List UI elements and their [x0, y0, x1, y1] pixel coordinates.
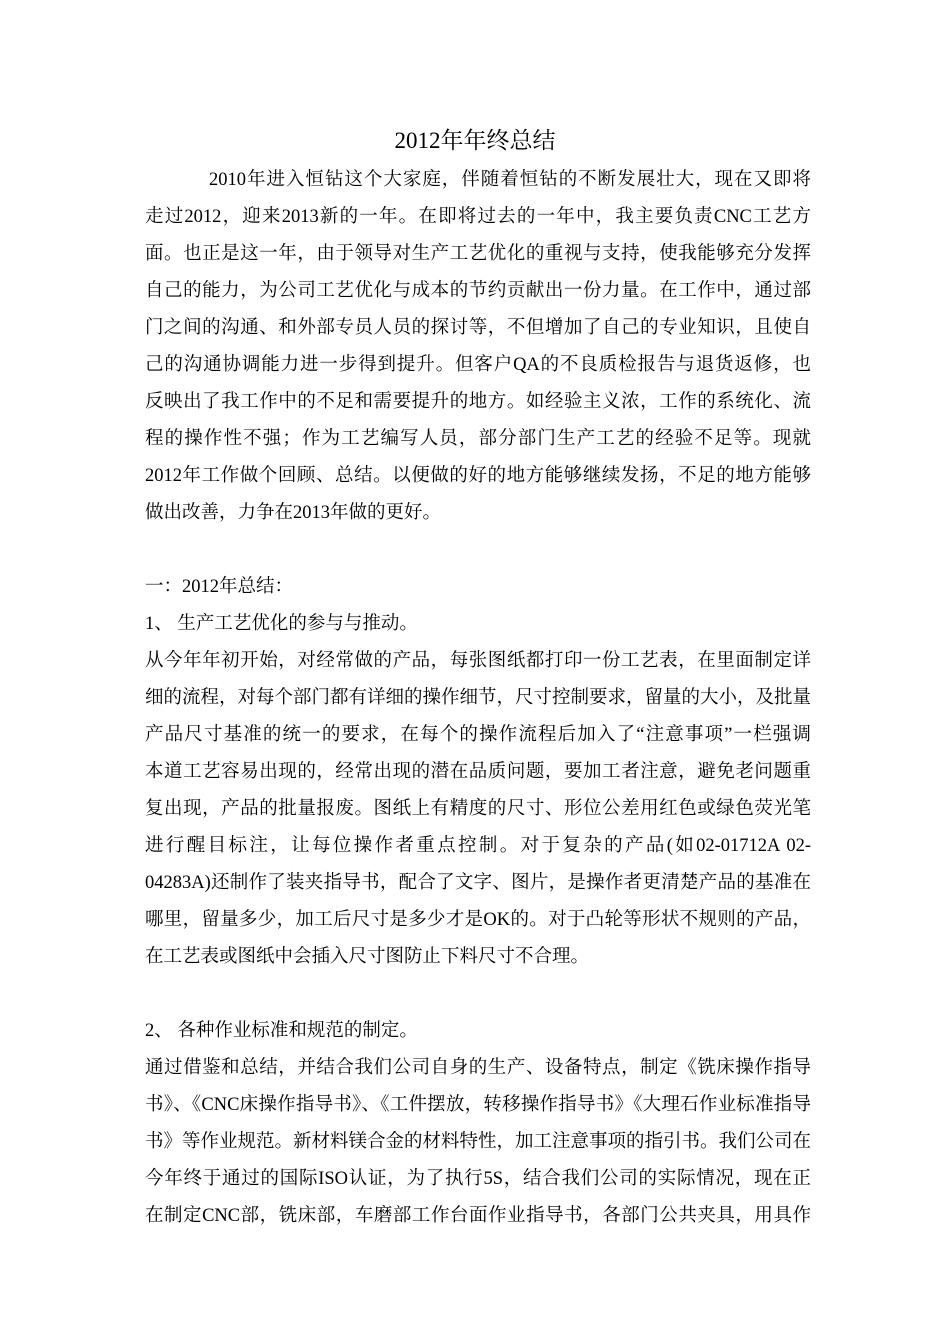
- paragraph-line: 进行醒目标注，让每位操作者重点控制。对于复杂的产品(如02-01712A 02-: [145, 836, 811, 856]
- paragraph-line: 反映出了我工作中的不足和需要提升的地方。如经验主义浓，工作的系统化、流: [145, 392, 811, 412]
- paragraph-line: 哪里，留量多少，加工后尺寸是多少才是OK的。对于凸轮等形状不规则的产品，: [145, 910, 811, 930]
- section-heading: 一：2012年总结：: [145, 577, 294, 597]
- paragraph-line: 在制定CNC部，铣床部，车磨部工作台面作业指导书，各部门公共夹具，用具作: [145, 1206, 811, 1226]
- paragraph-line: 自己的能力，为公司工艺优化与成本的节约贡献出一份力量。在工作中，通过部: [145, 281, 811, 301]
- paragraph-line: 产品尺寸基准的统一的要求，在每个的操作流程后加入了“注意事项”一栏强调: [145, 725, 811, 745]
- document-body: [145, 162, 811, 1235]
- paragraph-line: 2010年进入恒钻这个大家庭，伴随着恒钻的不断发展壮大，现在又即将: [209, 170, 811, 190]
- paragraph-line: 在工艺表或图纸中会插入尺寸图防止下料尺寸不合理。: [145, 947, 590, 967]
- paragraph-line: 细的流程，对每个部门都有详细的操作细节，尺寸控制要求，留量的大小，及批量: [145, 688, 812, 708]
- paragraph-line: 2012年工作做个回顾、总结。以便做的好的地方能够继续发扬，不足的地方能够: [145, 466, 811, 486]
- document-title: 2012年年终总结: [394, 128, 556, 153]
- item-heading: 1、 生产工艺优化的参与与推动。: [145, 614, 418, 634]
- paragraph-line: 走过2012，迎来2013新的一年。在即将过去的一年中，我主要负责CNC工艺方: [145, 207, 811, 227]
- paragraph-line: 复出现，产品的批量报废。图纸上有精度的尺寸、形位公差用红色或绿色荧光笔: [145, 799, 811, 819]
- blank-line: [145, 532, 811, 569]
- item1-paragraph: [145, 643, 811, 976]
- paragraph-line: 书》、《CNC床操作指导书》、《工件摆放，转移操作指导书》《大理石作业标准指导: [145, 1095, 811, 1115]
- blank-line: [145, 976, 811, 1013]
- paragraph-line: 今年终于通过的国际ISO认证，为了执行5S，结合我们公司的实际情况，现在正: [145, 1169, 811, 1189]
- paragraph-line: 门之间的沟通、和外部专员人员的探讨等，不但增加了自己的专业知识，且使自: [145, 318, 811, 338]
- paragraph-line: 通过借鉴和总结，并结合我们公司自身的生产、设备特点，制定《铣床操作指导: [145, 1058, 811, 1078]
- paragraph-line: 面。也正是这一年，由于领导对生产工艺优化的重视与支持，使我能够充分发挥: [145, 244, 811, 264]
- intro-paragraph: [145, 162, 811, 532]
- paragraph-line: 程的操作性不强；作为工艺编写人员，部分部门生产工艺的经验不足等。现就: [145, 429, 811, 449]
- paragraph-line: 做出改善，力争在2013年做的更好。: [145, 503, 442, 523]
- paragraph-line: 书》等作业规范。新材料镁合金的材料特性，加工注意事项的指引书。我们公司在: [145, 1132, 812, 1152]
- item2-paragraph: [145, 1050, 811, 1235]
- paragraph-line: 04283A)还制作了装夹指导书，配合了文字、图片，是操作者更清楚产品的基准在: [145, 873, 811, 893]
- paragraph-line: 本道工艺容易出现的，经常出现的潜在品质问题，要加工者注意，避免老问题重: [145, 762, 811, 782]
- paragraph-line: 从今年年初开始，对经常做的产品，每张图纸都打印一份工艺表，在里面制定详: [145, 651, 811, 671]
- paragraph-line: 己的沟通协调能力进一步得到提升。但客户QA的不良质检报告与退货返修，也: [145, 355, 811, 375]
- item-heading: 2、 各种作业标准和规范的制定。: [145, 1021, 418, 1041]
